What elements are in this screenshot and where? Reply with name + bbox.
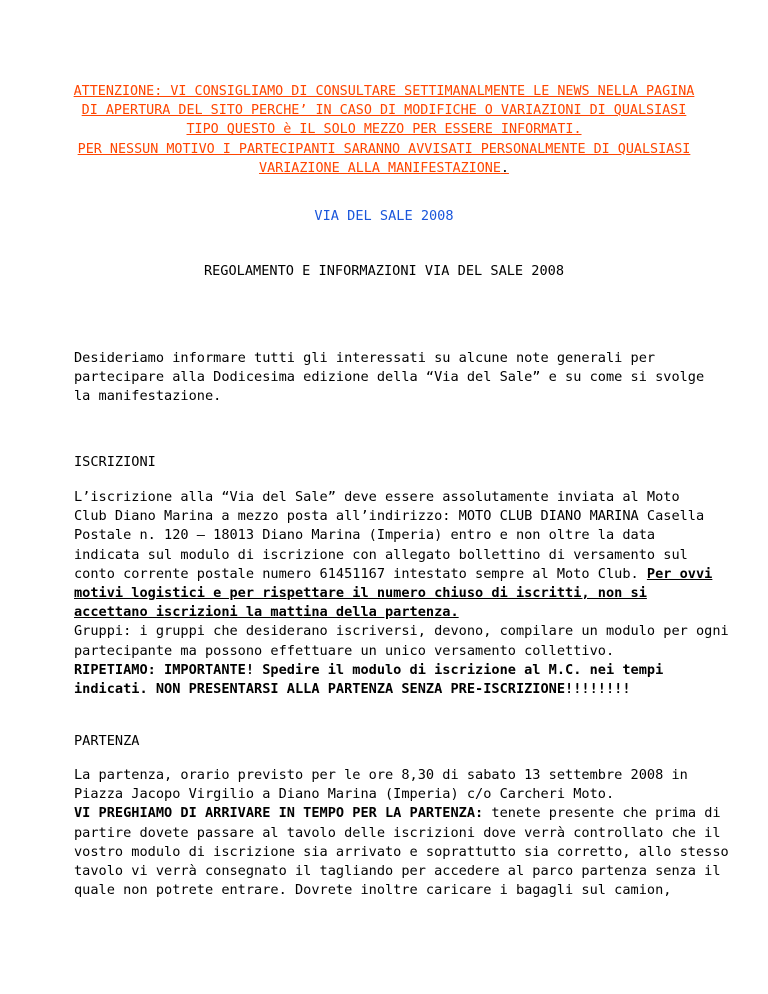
partenza-line: Piazza Jacopo Virgilio a Diano Marina (Imperia) c/o Carcheri Moto. [74, 786, 615, 803]
warning-line: DI APERTURA DEL SITO PERCHE’ IN CASO DI MODIFICHE O VARIAZIONI DI QUALSIASI [81, 103, 687, 119]
event-title: VIA DEL SALE 2008 [314, 208, 454, 224]
warning-line: PER NESSUN MOTIVO I PARTECIPANTI SARANNO AVVISATI PERSONALMENTE DI QUALSIASI [77, 141, 691, 157]
partenza-text: tenete presente che prima di [483, 805, 721, 822]
warning-notice [60, 82, 708, 178]
partenza-section [74, 766, 729, 900]
iscrizioni-line-mixed [74, 565, 713, 584]
logistics-note: motivi logistici e per rispettare il numero chiuso di iscritti, non si [74, 585, 647, 602]
regulation-title: REGOLAMENTO E INFORMAZIONI VIA DEL SALE 2008 [203, 263, 565, 279]
warning-line-last [60, 159, 708, 178]
iscrizioni-line: Club Diano Marina a mezzo posta all’indirizzo: MOTO CLUB DIANO MARINA Casella [74, 508, 705, 525]
repeat-warning: RIPETIAMO: IMPORTANTE! Spedire il modulo di iscrizione al M.C. nei tempi [74, 661, 664, 678]
warning-final-dot: . [500, 160, 509, 176]
intro-line: la manifestazione. [74, 388, 222, 405]
partenza-line: tavolo vi verrà consegnato il tagliando per accedere al parco partenza senza il [74, 863, 721, 880]
warning-line: TIPO QUESTO è IL SOLO MEZZO PER ESSERE INFORMATI. [186, 122, 582, 138]
partenza-line-mixed [74, 804, 721, 823]
warning-line: VARIAZIONE ALLA MANIFESTAZIONE [259, 160, 501, 176]
iscrizioni-line: Postale n. 120 – 18013 Diano Marina (Imperia) entro e non oltre la data [74, 527, 656, 544]
intro-line: partecipare alla Dodicesima edizione della “Via del Sale” e su come si svolge [74, 369, 705, 386]
repeat-warning: indicati. NON PRESENTARSI ALLA PARTENZA SENZA PRE-ISCRIZIONE!!!!!!!! [74, 681, 631, 698]
iscrizioni-line: L’iscrizione alla “Via del Sale” deve essere assolutamente inviata al Moto [74, 489, 680, 505]
logistics-note: Per ovvi [646, 565, 713, 582]
groups-note: partecipante ma possono effettuare un unico versamento collettivo. [74, 642, 615, 659]
iscrizioni-text: conto corrente postale numero 61451167 intestato sempre al Moto Club. [74, 565, 647, 582]
partenza-line: vostro modulo di iscrizione sia arrivato e soprattutto sia corretto, allo stesso [74, 843, 729, 860]
warning-line: ATTENZIONE: VI CONSIGLIAMO DI CONSULTARE SETTIMANALMENTE LE NEWS NELLA PAGINA [73, 84, 695, 99]
partenza-heading: PARTENZA [74, 733, 140, 749]
intro-paragraph [74, 349, 704, 407]
arrival-warning: VI PREGHIAMO DI ARRIVARE IN TEMPO PER LA PARTENZA: [74, 805, 484, 822]
intro-line: Desideriamo informare tutti gli interessati su alcune note generali per [74, 350, 656, 366]
logistics-note: accettano iscrizioni la mattina della partenza. [74, 604, 459, 621]
iscrizioni-line: indicata sul modulo di iscrizione con allegato bollettino di versamento sul [74, 546, 688, 563]
partenza-line: quale non potrete entrare. Dovrete inoltre caricare i bagagli sul camion, [74, 882, 672, 899]
partenza-line: partire dovete passare al tavolo delle iscrizioni dove verrà controllato che il [74, 824, 721, 841]
iscrizioni-heading: ISCRIZIONI [74, 454, 156, 470]
groups-note: Gruppi: i gruppi che desiderano iscriversi, devono, compilare un modulo per ogni [74, 623, 729, 640]
iscrizioni-section [74, 488, 729, 699]
partenza-line: La partenza, orario previsto per le ore 8,30 di sabato 13 settembre 2008 in [74, 767, 688, 783]
